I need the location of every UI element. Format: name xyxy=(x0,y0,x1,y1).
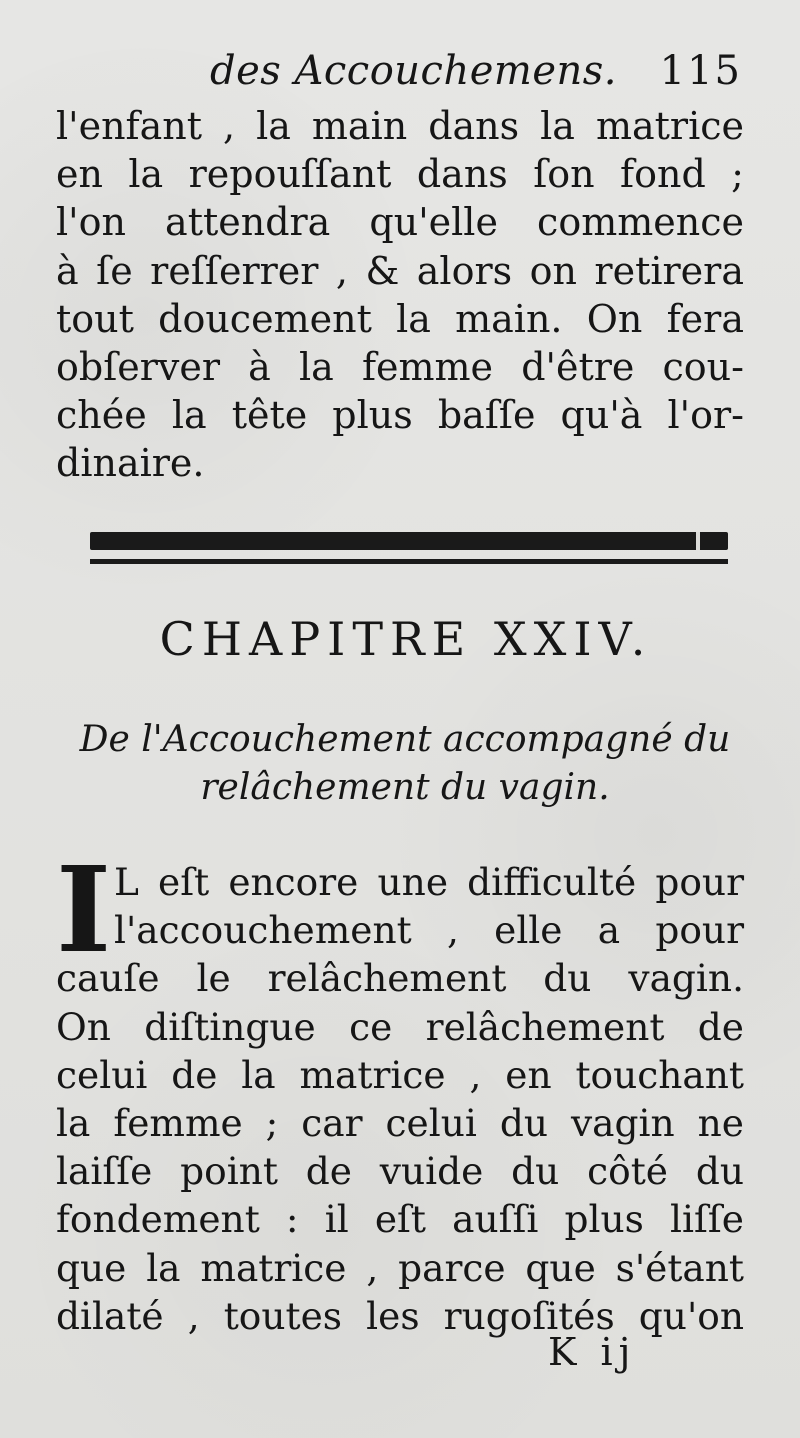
ornamental-rule-thick xyxy=(90,532,728,550)
text-line: que la matrice , parce que s'étant xyxy=(56,1245,744,1290)
text-line: tout doucement la main. On fera xyxy=(56,296,744,341)
continued-paragraph xyxy=(56,102,744,488)
body-paragraph xyxy=(56,840,744,1340)
signature-mark: K ij xyxy=(548,1330,637,1374)
text-line: l'accouchement , elle a pour xyxy=(114,908,744,953)
text-line: à ſe reſſerrer , & alors on retirera xyxy=(56,248,744,293)
text-line: obſerver à la femme d'être cou- xyxy=(56,345,744,390)
text-line: L eſt encore une difficulté pour xyxy=(114,860,744,904)
text-line: dilaté , toutes les rugoſités qu'on xyxy=(56,1293,744,1338)
text-line: l'enfant , la main dans la matrice xyxy=(56,104,744,148)
text-line: dinaire. xyxy=(56,441,205,486)
text-line: l'on attendra qu'elle commence xyxy=(56,200,744,245)
chapter-subtitle xyxy=(60,716,750,812)
chapter-title: CHAPITRE XXIV. xyxy=(159,612,653,666)
text-line: la femme ; car celui du vagin ne xyxy=(56,1101,744,1146)
text-line: celui de la matrice , en touchant xyxy=(56,1052,744,1097)
drop-cap: I xyxy=(56,840,112,979)
subtitle-line: De l'Accouchement accompagné du xyxy=(79,719,731,760)
running-head xyxy=(210,48,742,102)
text-line: laiſſe point de vuide du côté du xyxy=(56,1149,744,1194)
page-number: 115 xyxy=(659,48,742,94)
text-line: chée la tête plus baſſe qu'à l'or- xyxy=(56,393,744,438)
text-line: en la repouſſant dans ſon fond ; xyxy=(56,152,744,197)
running-title: des Accouchemens. xyxy=(210,48,617,94)
text-line: cauſe le relâchement du vagin. xyxy=(56,956,744,1001)
text-line: On diſtingue ce relâchement de xyxy=(56,1004,744,1049)
subtitle-line: relâchement du vagin. xyxy=(200,767,610,808)
ornamental-rule-thin xyxy=(90,559,728,564)
text-line: fondement : il eſt auſſi plus liſſe xyxy=(56,1197,744,1242)
